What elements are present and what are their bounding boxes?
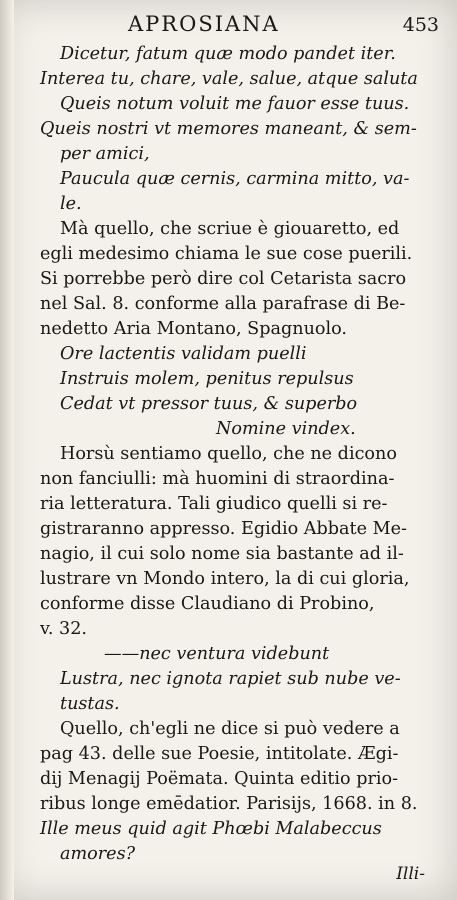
text-line: Interea tu, chare, vale, salue, atque saluta	[40, 69, 418, 89]
text-line: gistraranno appresso. Egidio Abbate Me-	[40, 519, 407, 539]
text-line: Mà quello, che scriue è giouaretto, ed	[60, 219, 400, 239]
text-body	[40, 42, 440, 867]
text-line: Queis notum voluit me fauor esse tuus.	[60, 94, 410, 114]
text-line: le.	[60, 194, 82, 214]
text-line: nel Sal. 8. conforme alla parafrase di Be-	[40, 294, 406, 314]
page-number: 453	[402, 14, 439, 36]
text-line: Lustra, nec ignota rapiet sub nube ve-	[60, 669, 401, 689]
text-line: dij Menagij Poëmata. Quinta editio prio-	[40, 769, 399, 789]
running-title: APROSIANA	[128, 12, 280, 36]
text-line: nedetto Aria Montano, Spagnuolo.	[40, 319, 347, 339]
text-line: Cedat vt pressor tuus, & superbo	[60, 394, 358, 414]
text-line: Horsù sentiamo quello, che ne dicono	[60, 444, 397, 464]
text-line: amores?	[60, 844, 136, 864]
text-line: Instruis molem, penitus repulsus	[60, 369, 354, 389]
text-line: v. 32.	[40, 619, 88, 639]
text-line: tustas.	[60, 694, 120, 714]
text-line: Paucula quæ cernis, carmina mitto, va-	[60, 169, 410, 189]
text-line: Quello, ch'egli ne dice si può vedere a	[60, 719, 400, 739]
text-line: egli medesimo chiama le sue cose puerili.	[40, 244, 413, 264]
text-line: Dicetur, fatum quæ modo pandet iter.	[60, 44, 396, 64]
text-line: ribus longe emēdatior. Parisijs, 1668. in 8.	[40, 794, 418, 814]
text-line: Si porrebbe però dire col Cetarista sacro	[40, 269, 407, 289]
page-spine-shadow	[0, 0, 14, 900]
text-line: Ore lactentis validam puelli	[60, 344, 307, 364]
text-line: Ille meus quid agit Phœbi Malabeccus	[40, 819, 382, 839]
catchword: Illi-	[396, 864, 425, 884]
text-line: pag 43. delle sue Poesie, intitolate. Ægi-	[40, 744, 399, 764]
text-line: Nomine vindex.	[216, 419, 356, 439]
text-line: non fanciulli: mà huomini di straordina-	[40, 469, 395, 489]
text-line: Queis nostri vt memores maneant, & sem-	[40, 119, 417, 139]
text-line: conforme disse Claudiano di Probino,	[40, 594, 375, 614]
text-line: nagio, il cui solo nome sia bastante ad il-	[40, 544, 404, 564]
text-line: per amici,	[60, 144, 150, 164]
page-header	[0, 12, 457, 42]
text-line: lustrare vn Mondo intero, la di cui gloria,	[40, 569, 410, 589]
text-line: ria letteratura. Tali giudico quelli si re-	[40, 494, 388, 514]
text-line: ——nec ventura videbunt	[104, 644, 330, 664]
